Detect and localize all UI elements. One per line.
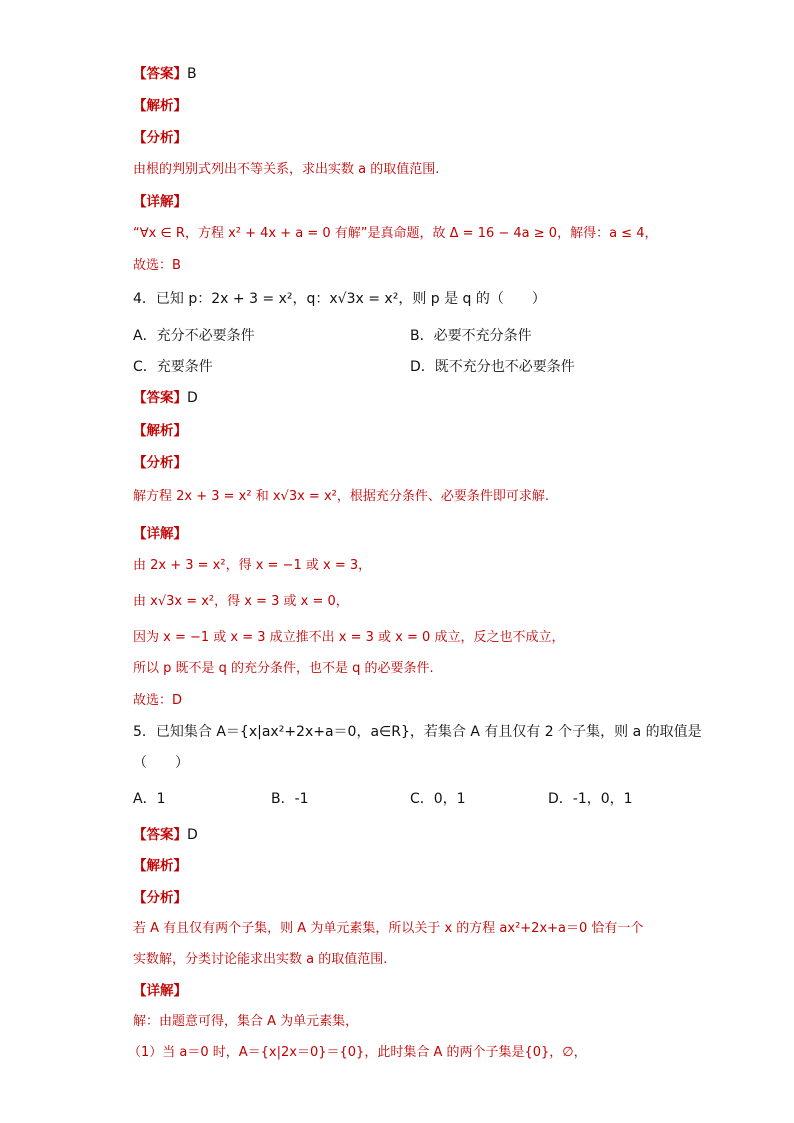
xiangjie-line: （1）当 a＝0 时，A＝{x|2x＝0}＝{0}，此时集合 A 的两个子集是{0}，∅， <box>128 1045 587 1060</box>
answer-label: 【答案】 <box>133 827 187 843</box>
xiangjie-line: 所以 p 既不是 q 的充分条件，也不是 q 的必要条件. <box>133 661 434 676</box>
answer-line <box>133 388 198 408</box>
answer-value: D <box>187 390 198 406</box>
question-5-stem: 5．已知集合 A＝{x|ax²+2x+a＝0，a∈R}，若集合 A 有且仅有 2 个子集，则 a 的取值是 <box>133 724 702 740</box>
q4-option-c: C．充要条件 <box>133 359 213 375</box>
question-5-stem-cont: （ ） <box>133 755 189 771</box>
q5-option-c: C．0，1 <box>410 791 466 807</box>
fenxi-text: 解方程 2x + 3 = x² 和 x√3x = x²，根据充分条件、必要条件即可求解. <box>133 489 549 504</box>
fenxi-label: 【分析】 <box>133 890 187 906</box>
q4-option-d: D．既不充分也不必要条件 <box>410 359 575 375</box>
answer-label: 【答案】 <box>133 66 187 82</box>
xiangjie-line: 解：由题意可得，集合 A 为单元素集， <box>133 1014 359 1029</box>
xiangjie-line: 故选：D <box>133 693 183 708</box>
xiangjie-line: “∀x ∈ R，方程 x² + 4x + a = 0 有解”是真命题，故 Δ = 16 − 4a ≥ 0，解得：a ≤ 4， <box>133 226 658 241</box>
q4-option-a: A．充分不必要条件 <box>133 328 255 344</box>
question-4-stem: 4．已知 p：2x + 3 = x²，q：x√3x = x²，则 p 是 q 的（ ） <box>133 291 546 307</box>
fenxi-text: 若 A 有且仅有两个子集，则 A 为单元素集，所以关于 x 的方程 ax²+2x+a＝0 恰有一个 <box>133 921 644 936</box>
q5-option-b: B．-1 <box>271 791 309 807</box>
fenxi-label: 【分析】 <box>133 130 187 146</box>
q4-option-b: B．必要不充分条件 <box>410 328 532 344</box>
fenxi-label: 【分析】 <box>133 455 187 471</box>
fenxi-text: 实数解，分类讨论能求出实数 a 的取值范围. <box>133 952 388 967</box>
q5-option-a: A．1 <box>133 791 166 807</box>
xiangjie-line: 由 x√3x = x²，得 x = 3 或 x = 0， <box>133 594 349 609</box>
xiangjie-label: 【详解】 <box>133 194 187 210</box>
analysis-label: 【解析】 <box>133 98 187 114</box>
analysis-label: 【解析】 <box>133 423 187 439</box>
xiangjie-line: 因为 x = −1 或 x = 3 成立推不出 x = 3 或 x = 0 成立，反之也不成立， <box>133 630 565 645</box>
q5-option-d: D．-1，0，1 <box>548 791 633 807</box>
answer-line <box>133 64 197 84</box>
xiangjie-label: 【详解】 <box>133 983 187 999</box>
answer-value: B <box>187 66 197 82</box>
answer-label: 【答案】 <box>133 390 187 406</box>
xiangjie-label: 【详解】 <box>133 526 187 542</box>
xiangjie-line: 由 2x + 3 = x²，得 x = −1 或 x = 3， <box>133 558 372 573</box>
fenxi-text: 由根的判别式列出不等关系，求出实数 a 的取值范围. <box>133 162 440 177</box>
answer-line <box>133 825 198 845</box>
answer-value: D <box>187 827 198 843</box>
xiangjie-line: 故选：B <box>133 258 181 273</box>
analysis-label: 【解析】 <box>133 858 187 874</box>
